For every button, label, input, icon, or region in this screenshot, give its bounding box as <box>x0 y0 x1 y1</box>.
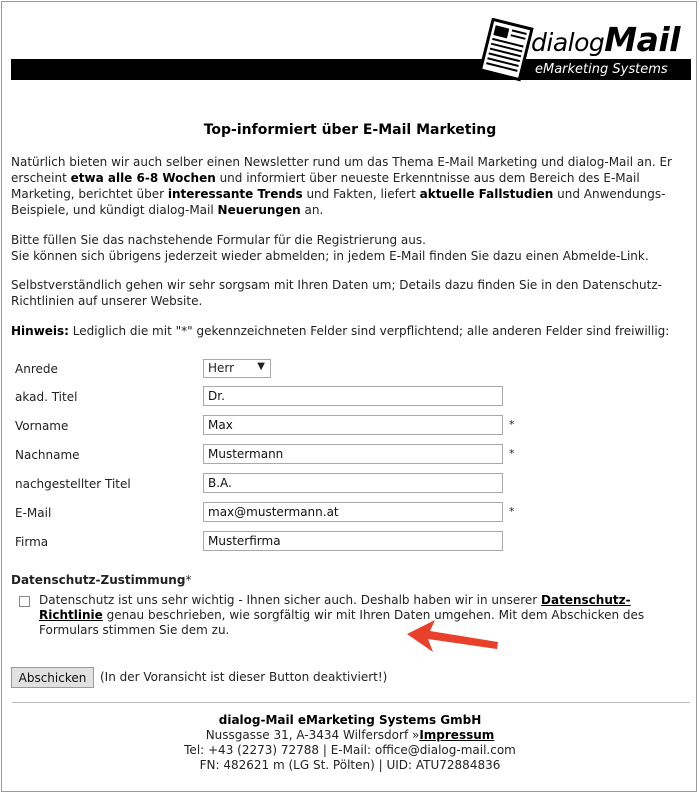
salutation-select[interactable] <box>203 359 271 378</box>
post-title-label: nachgestellter Titel <box>15 477 131 491</box>
consent-checkbox[interactable] <box>19 596 30 607</box>
last-name-input[interactable] <box>203 444 503 464</box>
required-marker: * <box>509 418 515 431</box>
first-name-label: Vorname <box>15 419 69 433</box>
red-arrow-annotation-icon <box>405 618 500 654</box>
logo-word-dialog: dialog <box>531 28 605 57</box>
academic-title-label: akad. Titel <box>15 390 78 404</box>
required-marker: * <box>509 447 515 460</box>
consent-text: Datenschutz ist uns sehr wichtig - Ihnen sicher auch. Deshalb haben wir in unserer Datenschutz-Richtlinie genau beschrieben, wie sorgfältig wir mit Ihren Daten umgehen. Mit dem Abschicken des Formulars stimmen Sie dem zu. <box>39 593 645 637</box>
required-marker: * <box>509 505 515 518</box>
academic-title-input[interactable] <box>203 386 503 406</box>
footer-company: dialog-Mail eMarketing Systems GmbH <box>218 713 482 727</box>
dropdown-arrow-icon: ▼ <box>257 361 265 372</box>
page-title: Top-informiert über E-Mail Marketing <box>203 122 497 138</box>
company-input[interactable] <box>203 531 503 551</box>
logo-subtitle: eMarketing Systems <box>535 62 668 77</box>
email-label: E-Mail <box>15 506 52 520</box>
footer <box>0 713 700 773</box>
company-label: Firma <box>15 535 49 549</box>
privacy-policy-link[interactable]: Datenschutz-Richtlinie <box>39 593 631 622</box>
required-hint: Hinweis: Lediglich die mit "*" gekennzeichneten Felder sind verpflichtend; alle anderen Felder sind freiwillig: <box>11 324 670 338</box>
imprint-link[interactable]: Impressum <box>419 728 495 742</box>
logo-wordmark <box>531 20 680 59</box>
footer-address: Nussgasse 31, A-3434 Wilfersdorf »Impressum <box>205 728 495 742</box>
footer-divider <box>12 702 690 703</box>
submit-button[interactable]: Abschicken <box>11 667 94 688</box>
footer-contact: Tel: +43 (2273) 72788 | E-Mail: office@dialog-mail.com <box>184 743 516 757</box>
first-name-input[interactable] <box>203 415 503 435</box>
logo-word-mail: Mail <box>604 20 680 59</box>
email-input[interactable] <box>203 502 503 522</box>
footer-registry: FN: 482621 m (LG St. Pölten) | UID: ATU72884836 <box>199 758 501 772</box>
submit-note: (In der Voransicht ist dieser Button deaktiviert!) <box>100 670 388 684</box>
consent-title: Datenschutz-Zustimmung* <box>11 573 192 587</box>
intro-paragraph: Natürlich bieten wir auch selber einen Newsletter rund um das Thema E-Mail Marketing und dialog-Mail an. Er erscheint etwa alle 6-8 Wochen und informiert über neueste Erkenntnisse aus dem Bereich des E-Mail Marketing, berichtet über interessante Trends und Fakten, liefert aktuelle Fallstudien und Anwendungs-Beispiele, und kündigt dialog-Mail Neuerungen an. <box>11 155 672 217</box>
salutation-label: Anrede <box>15 362 58 376</box>
last-name-label: Nachname <box>15 448 80 462</box>
registration-instructions: Bitte füllen Sie das nachstehende Formular für die Registrierung aus. Sie können sich übrigens jederzeit wieder abmelden; in jedem E-Mail finden Sie dazu einen Abmelde-Link. <box>11 233 649 263</box>
privacy-note: Selbstverständlich gehen wir sehr sorgsam mit Ihren Daten um; Details dazu finden Sie in den Datenschutz-Richtlinien auf unserer Website. <box>11 278 662 308</box>
salutation-value: Herr <box>208 361 235 375</box>
post-title-input[interactable] <box>203 473 503 493</box>
